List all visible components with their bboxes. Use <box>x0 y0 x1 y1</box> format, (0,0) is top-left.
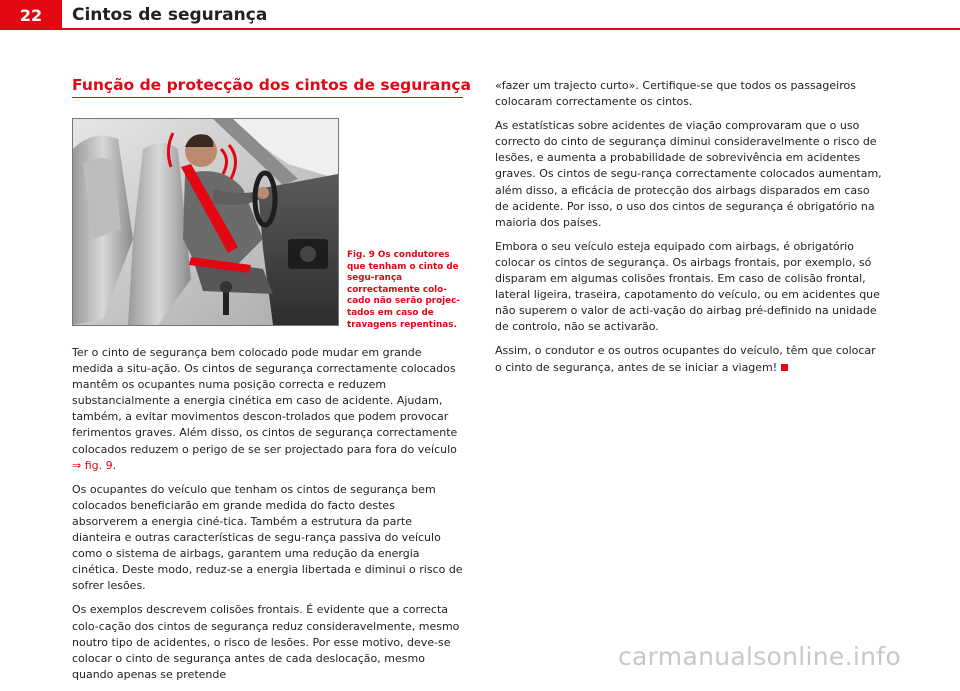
paragraph-text: . <box>112 458 117 472</box>
paragraph <box>495 343 885 375</box>
header-title: Cintos de segurança <box>72 5 268 25</box>
page-number: 22 <box>0 0 62 30</box>
end-of-section-marker <box>781 364 788 371</box>
right-column <box>495 78 885 384</box>
section-title-rule <box>72 97 463 98</box>
paragraph: Os exemplos descrevem colisões frontais. É evidente que a correcta colo-cação dos cintos de segurança reduz consideravelmente, mesmo noutro tipo de acidentes, o risco de lesões. Por esse motivo, deve-se colocar o cinto de segurança antes de cada deslocação, mesmo quando apenas se pretende <box>72 603 460 681</box>
header-rule <box>62 28 960 30</box>
section-title: Função de protecção dos cintos de segurança <box>72 76 472 94</box>
paragraph-text: Ter o cinto de segurança bem colocado pode mudar em grande medida a situ-ação. Os cintos de segurança correctamente colocados mantêm os ocupantes numa posição correcta e reduzem substancialmente a energia cinética em caso de acidente. Ajudam, também, a evitar movimentos descon-trolados que podem provocar ferimentos graves. Além disso, os cintos de segurança correctamente colocados reduzem o perigo de se ser projectado para fora do veículo <box>72 346 458 456</box>
figure-code: B5P-0047 <box>307 316 334 322</box>
figure-caption: Fig. 9 Os condutores que tenham o cinto de segu-rança correctamente colo-cado não serão projec-tados em caso de travagens repentinas. <box>347 250 460 330</box>
paragraph: «fazer um trajecto curto». Certifique-se que todos os passageiros colocaram correctamente os cintos. <box>495 79 856 109</box>
driver-illustration <box>73 119 338 325</box>
figure-link[interactable]: ⇒ fig. 9 <box>72 458 113 472</box>
paragraph-text: Assim, o condutor e os outros ocupantes do veículo, têm que colocar o cinto de segurança, antes de se iniciar a viagem! <box>495 344 876 374</box>
paragraph: Embora o seu veículo esteja equipado com airbags, é obrigatório colocar os cintos de segurança. Os airbags frontais, por exemplo, só disparam em algumas colisões frontais. Em caso de colisão frontal, lateral ligeira, traseira, capotamento do veículo, ou em acidentes que não superem o valor de acti-vação do airbag pré-definido na unidade de controlo, não se activarão. <box>495 239 880 334</box>
paragraph: As estatísticas sobre acidentes de viação comprovaram que o uso correcto do cinto de segurança diminui consideravelmente o risco de lesões, e aumenta a probabilidade de sobrevivência em acidentes graves. Os cintos de segu-rança correctamente colocados aumentam, além disso, a eficácia de protecção dos airbags disparados em caso de acidente. Por isso, o uso dos cintos de segurança é obrigatório na maioria dos países. <box>495 119 882 229</box>
paragraph <box>72 345 464 474</box>
paragraph: Os ocupantes do veículo que tenham os cintos de segurança bem colocados beneficiarão em grande medida do facto destes absorverem a energia ciné-tica. Também a estrutura da parte dianteira e outras características de segu-rança passiva do veículo como o sistema de airbags, garantem uma redução da energia cinética. Deste modo, reduz-se a energia libertada e diminui o risco de sofrer lesões. <box>72 482 463 593</box>
watermark: carmanualsonline.info <box>618 642 901 671</box>
left-column <box>72 345 464 691</box>
figure-driver-seatbelt <box>72 118 339 326</box>
